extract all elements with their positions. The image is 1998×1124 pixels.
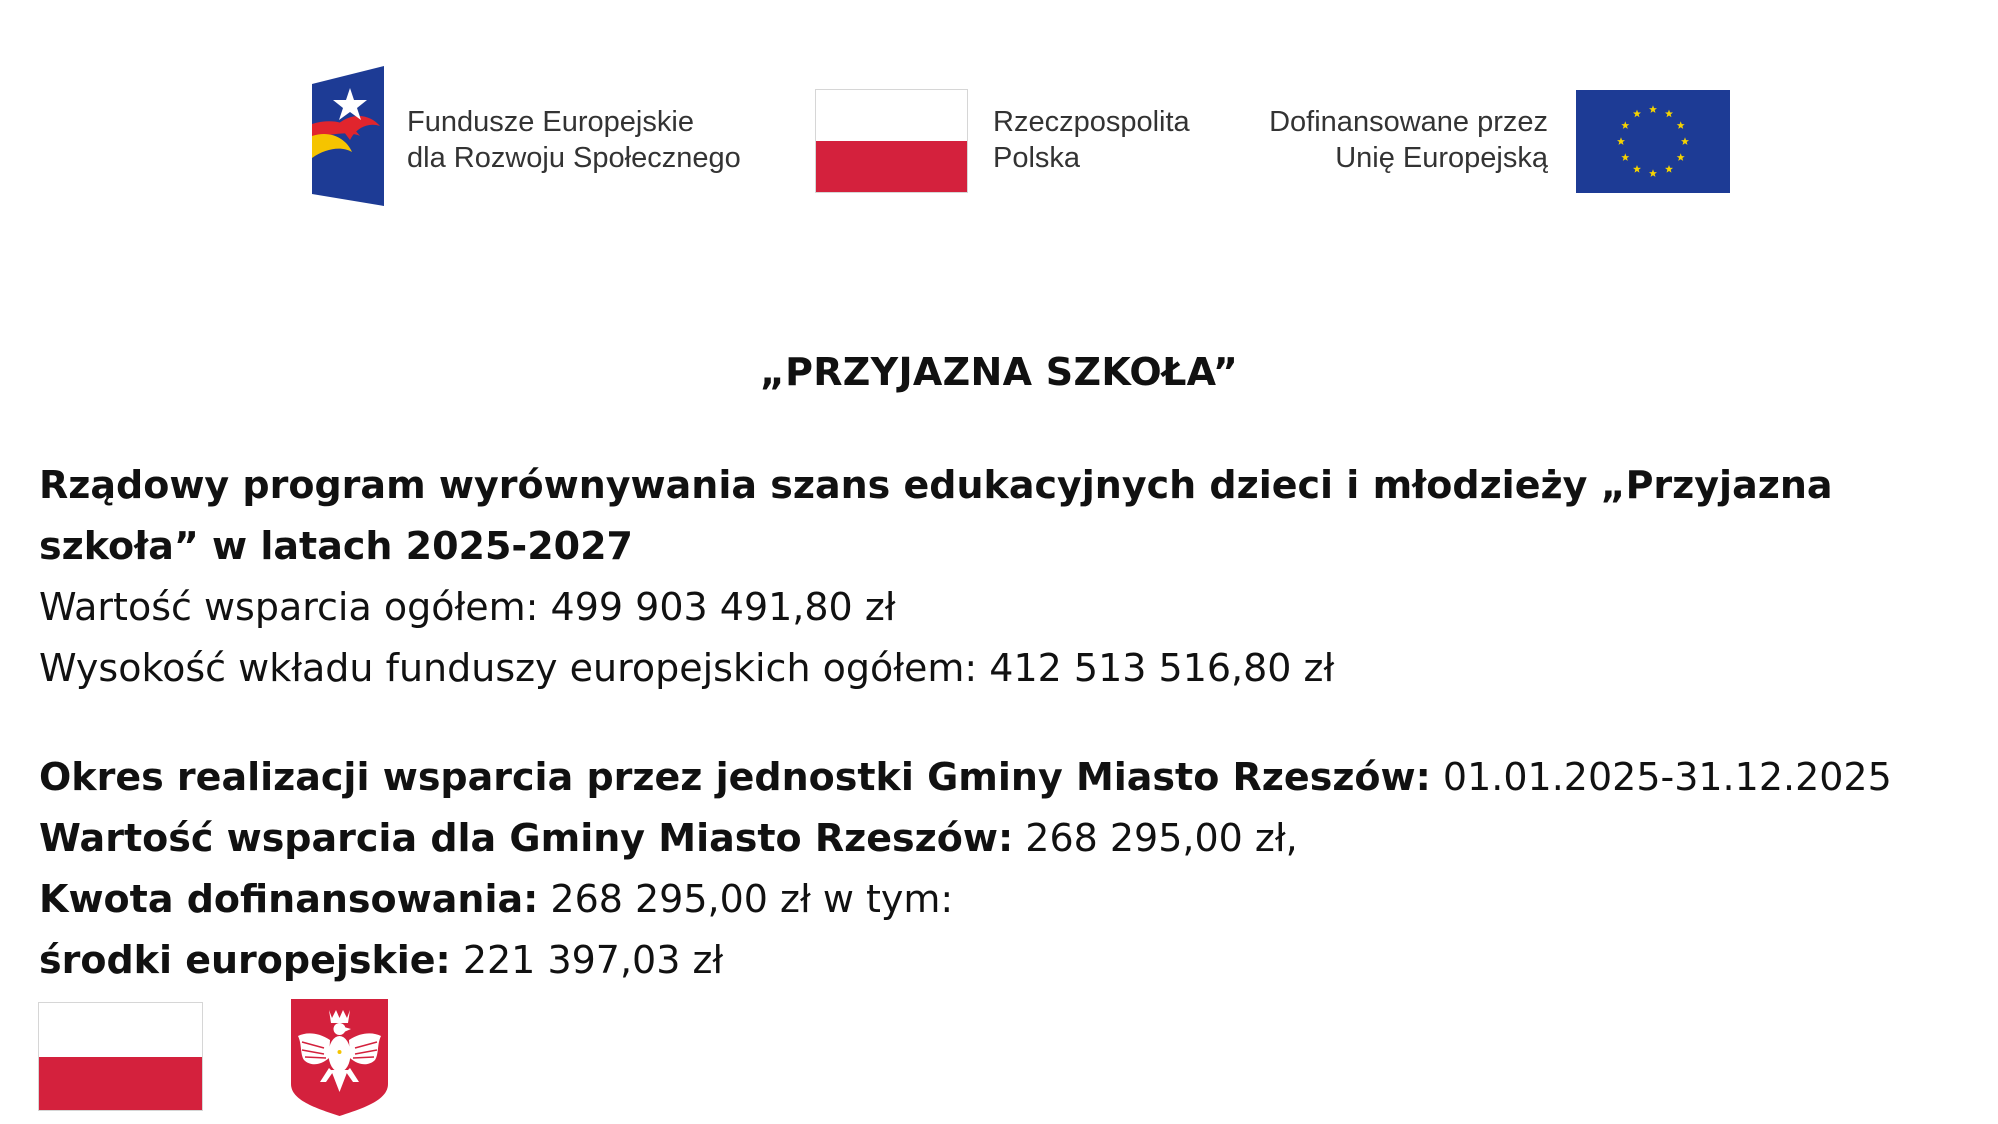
eu-logo-line-1: Dofinansowane przez [1269,106,1548,138]
detail-support-value [39,808,1939,869]
total-value-line: Wartość wsparcia ogółem: 499 903 491,80 zł [39,585,896,629]
detail-eu-funds-label: środki europejskie: [39,938,451,982]
detail-funding [39,869,1939,930]
detail-eu-funds [39,930,1939,991]
detail-funding-label: Kwota dofinansowania: [39,877,539,921]
eu-contribution-line: Wysokość wkładu funduszy europejskich ogółem: 412 513 516,80 zł [39,646,1335,690]
polish-flag-icon [815,89,968,193]
program-info [39,455,1939,991]
polish-flag-icon [38,1002,203,1111]
eu-logo-caption [1218,104,1548,176]
detail-period-label: Okres realizacji wsparcia przez jednostki Gminy Miasto Rzeszów: [39,755,1431,799]
funds-logo-line-2: dla Rozwoju Społecznego [407,142,741,174]
republic-logo-caption [993,104,1223,176]
detail-period-value: 01.01.2025-31.12.2025 [1430,755,1892,799]
funds-logo-caption [407,104,807,176]
funds-logo-line-1: Fundusze Europejskie [407,106,694,138]
project-title: „PRZYJAZNA SZKOŁA” [759,350,1239,394]
eu-flag-icon [1576,90,1730,193]
funds-logo-icon [312,66,384,206]
detail-eu-funds-amount: 221 397,03 zł [450,938,724,982]
detail-support-value-amount: 268 295,00 zł, [1013,816,1298,860]
logo-strip [0,0,1998,230]
white-eagle-emblem-icon [288,996,391,1118]
program-name: Rządowy program wyrównywania szans edukacyjnych dzieci i młodzieży „Przyjazna szkoła” w latach 2025-2027 [39,463,1833,568]
republic-logo-line-2: Polska [993,142,1081,174]
detail-funding-amount: 268 295,00 zł w tym: [538,877,954,921]
detail-support-value-label: Wartość wsparcia dla Gminy Miasto Rzeszów: [39,816,1014,860]
eu-logo-line-2: Unię Europejską [1335,142,1548,174]
republic-logo-line-1: Rzeczpospolita [993,106,1190,138]
detail-period [39,747,1939,808]
